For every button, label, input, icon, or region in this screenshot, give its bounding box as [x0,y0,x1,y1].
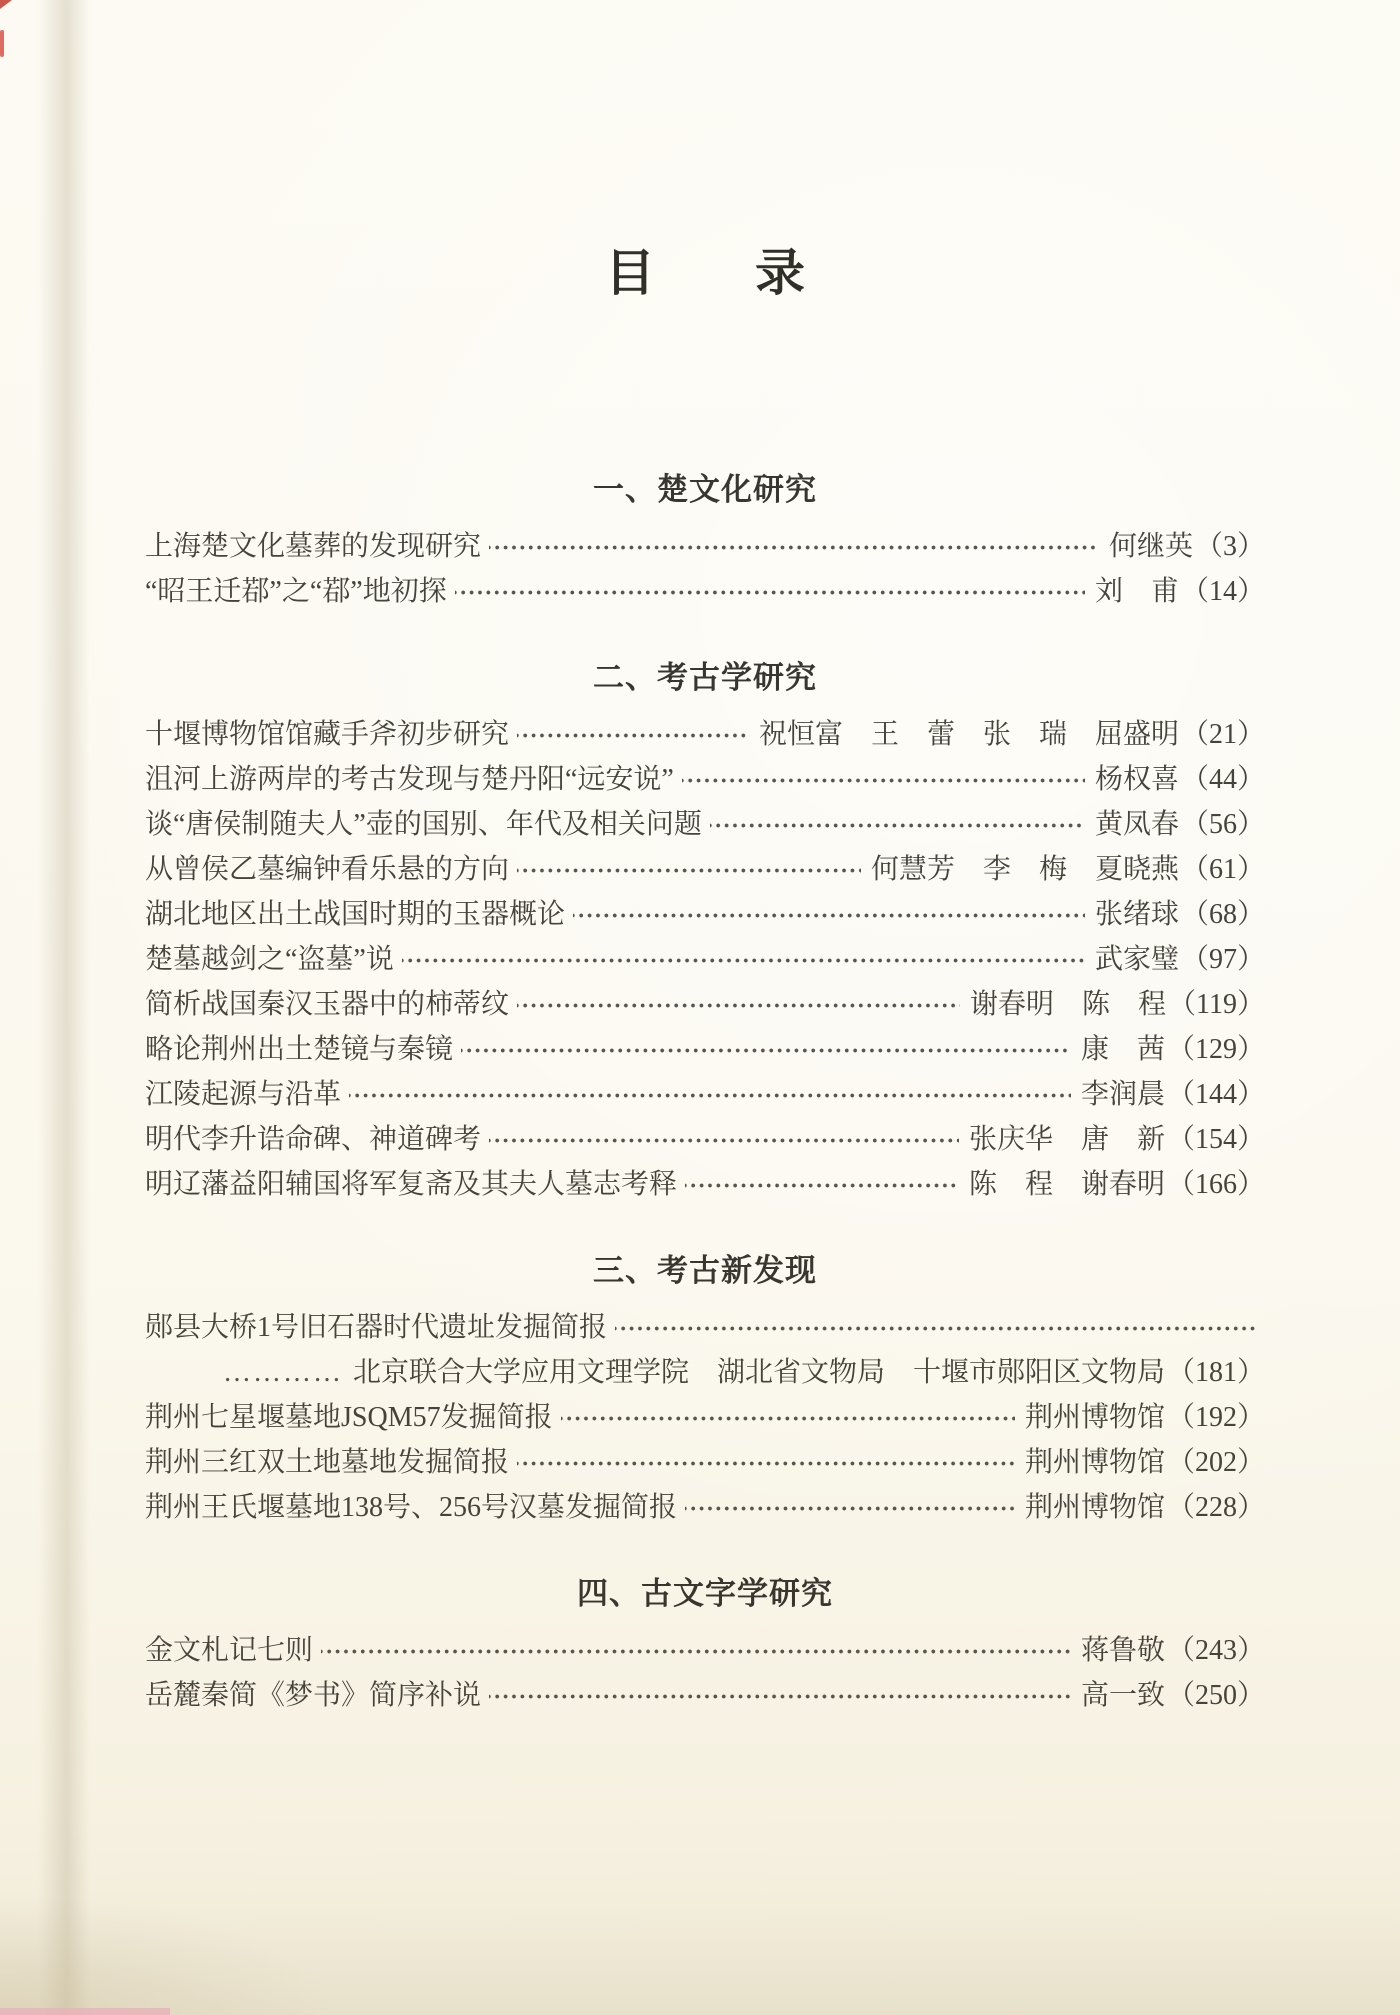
entry-authors: 康 茜 [1080,1034,1165,1065]
toc-entry [145,1027,1265,1072]
toc-entry [145,937,1265,982]
toc-entry [145,757,1265,802]
entry-title: 荆州七星堰墓地JSQM57发掘简报 [145,1402,553,1433]
dot-leader [682,757,1085,802]
entry-page-number: （129） [1166,1034,1265,1065]
toc-section [145,660,1265,1207]
entry-title: 略论荆州出土楚镜与秦镜 [145,1034,454,1065]
page-title: 目 录 [605,245,805,301]
entry-authors: 祝恒富 王 蕾 张 瑞 屈盛明 [758,719,1179,750]
entry-page-number: （243） [1166,1635,1265,1666]
entry-authors: 张庆华 唐 新 [968,1124,1165,1155]
dot-leader [349,1072,1071,1117]
entry-page-number: （192） [1166,1402,1265,1433]
entry-page-number: （97） [1180,944,1265,975]
toc-section [145,1253,1265,1530]
dot-leader [455,569,1085,614]
entry-authors: 杨权喜 [1094,764,1179,795]
toc-entry [145,802,1265,847]
dot-leader [517,982,960,1027]
scan-artifact-red-corner [0,0,12,9]
entry-authors: 陈 程 谢春明 [968,1169,1165,1200]
scan-artifact-red-tick [0,30,4,57]
entry-title: 金文札记七则 [145,1635,314,1666]
entry-page-number: （144） [1166,1079,1265,1110]
toc-section [145,472,1265,614]
toc-entry [145,892,1265,937]
entry-title: 郧县大桥1号旧石器时代遗址发掘简报 [145,1312,608,1343]
dot-leader [615,1305,1255,1350]
entry-authors: 荆州博物馆 [1024,1402,1165,1433]
entry-authors: 黄凤春 [1094,809,1179,840]
entry-title: 十堰博物馆馆藏手斧初步研究 [145,719,510,750]
toc-section [145,1576,1265,1718]
section-heading: 二、考古学研究 [593,660,817,695]
entry-authors: 谢春明 陈 程 [970,989,1167,1020]
entry-title: 上海楚文化墓葬的发现研究 [145,531,482,562]
dot-leader [489,1673,1071,1718]
entry-page-number: （181） [1166,1357,1265,1388]
toc-entry-author-line [145,1350,1265,1395]
dot-leader [517,712,749,757]
entry-title: 江陵起源与沿革 [145,1079,342,1110]
entry-title: “昭王迁鄀”之“鄀”地初探 [145,576,447,607]
toc-entry [145,524,1265,569]
toc-entry [145,1673,1265,1718]
entry-title: 荆州王氏堰墓地138号、256号汉墓发掘简报 [145,1492,678,1523]
entry-authors: 李润晨 [1080,1079,1165,1110]
dot-leader-prefix: ………… [222,1357,343,1388]
entry-page-number: （250） [1166,1680,1265,1711]
entry-title: 楚墓越剑之“盗墓”说 [145,944,394,975]
entry-title: 简析战国秦汉玉器中的柿蒂纹 [145,989,510,1020]
entry-page-number: （202） [1166,1447,1265,1478]
section-heading: 三、考古新发现 [593,1253,817,1288]
toc-entry [145,1117,1265,1162]
entry-page-number: （228） [1166,1492,1265,1523]
entry-authors: 蒋鲁敬 [1080,1635,1165,1666]
entry-title: 荆州三红双土地墓地发掘简报 [145,1447,510,1478]
toc-entry-title-line [145,1305,1265,1350]
entry-title: 谈“唐侯制随夫人”壶的国别、年代及相关问题 [145,809,702,840]
section-heading: 四、古文字学研究 [577,1576,833,1611]
dot-leader [710,802,1085,847]
entry-title: 岳麓秦简《梦书》简序补说 [145,1680,482,1711]
toc-entry [145,847,1265,892]
entry-authors: 高一致 [1080,1680,1165,1711]
corner-shading [0,1845,460,2015]
dot-leader [685,1485,1015,1530]
dot-leader [402,937,1085,982]
entry-page-number: （61） [1180,854,1265,885]
dot-leader [321,1628,1071,1673]
entry-title: 明辽藩益阳辅国将军复斋及其夫人墓志考释 [145,1169,678,1200]
entry-title: 湖北地区出土战国时期的玉器概论 [145,899,566,930]
entry-page-number: （119） [1168,989,1265,1020]
entry-authors: 何慧芳 李 梅 夏晓燕 [870,854,1179,885]
toc-entry [145,1162,1265,1207]
dot-leader [517,847,861,892]
toc-entry [145,569,1265,614]
dot-leader [489,1117,959,1162]
entry-authors: 武家璧 [1094,944,1179,975]
dot-leader [517,1440,1015,1485]
entry-page-number: （154） [1166,1124,1265,1155]
entry-page-number: （3） [1194,531,1265,562]
entry-authors: 荆州博物馆 [1024,1447,1165,1478]
dot-leader [685,1162,959,1207]
dot-leader [573,892,1085,937]
toc-entry [145,712,1265,757]
binding-crease-shadow [38,0,90,2015]
entry-authors: 张绪球 [1094,899,1179,930]
section-heading: 一、楚文化研究 [593,472,817,507]
entry-title: 沮河上游两岸的考古发现与楚丹阳“远安说” [145,764,674,795]
toc-sections [145,472,1265,1718]
entry-page-number: （21） [1180,719,1265,750]
entry-page-number: （44） [1180,764,1265,795]
entry-title: 从曾侯乙墓编钟看乐悬的方向 [145,854,510,885]
dot-leader [489,524,1099,569]
scan-artifact-pink-strip [0,2008,170,2015]
entry-page-number: （56） [1180,809,1265,840]
toc-entry [145,1628,1265,1673]
entry-page-number: （68） [1180,899,1265,930]
bottom-shading [0,1905,1400,2015]
entry-authors: 荆州博物馆 [1024,1492,1165,1523]
toc-content [145,0,1265,1718]
dot-leader [561,1395,1015,1440]
toc-entry [145,1072,1265,1117]
toc-entry [145,1440,1265,1485]
entry-page-number: （166） [1166,1169,1265,1200]
toc-entry [145,1395,1265,1440]
dot-leader [461,1027,1071,1072]
toc-entry [145,1485,1265,1530]
toc-entry [145,982,1265,1027]
entry-authors: 北京联合大学应用文理学院 湖北省文物局 十堰市郧阳区文物局 [352,1357,1165,1388]
entry-title: 明代李升诰命碑、神道碑考 [145,1124,482,1155]
entry-page-number: （14） [1180,576,1265,607]
entry-authors: 何继英 [1108,531,1193,562]
entry-authors: 刘 甫 [1094,576,1179,607]
